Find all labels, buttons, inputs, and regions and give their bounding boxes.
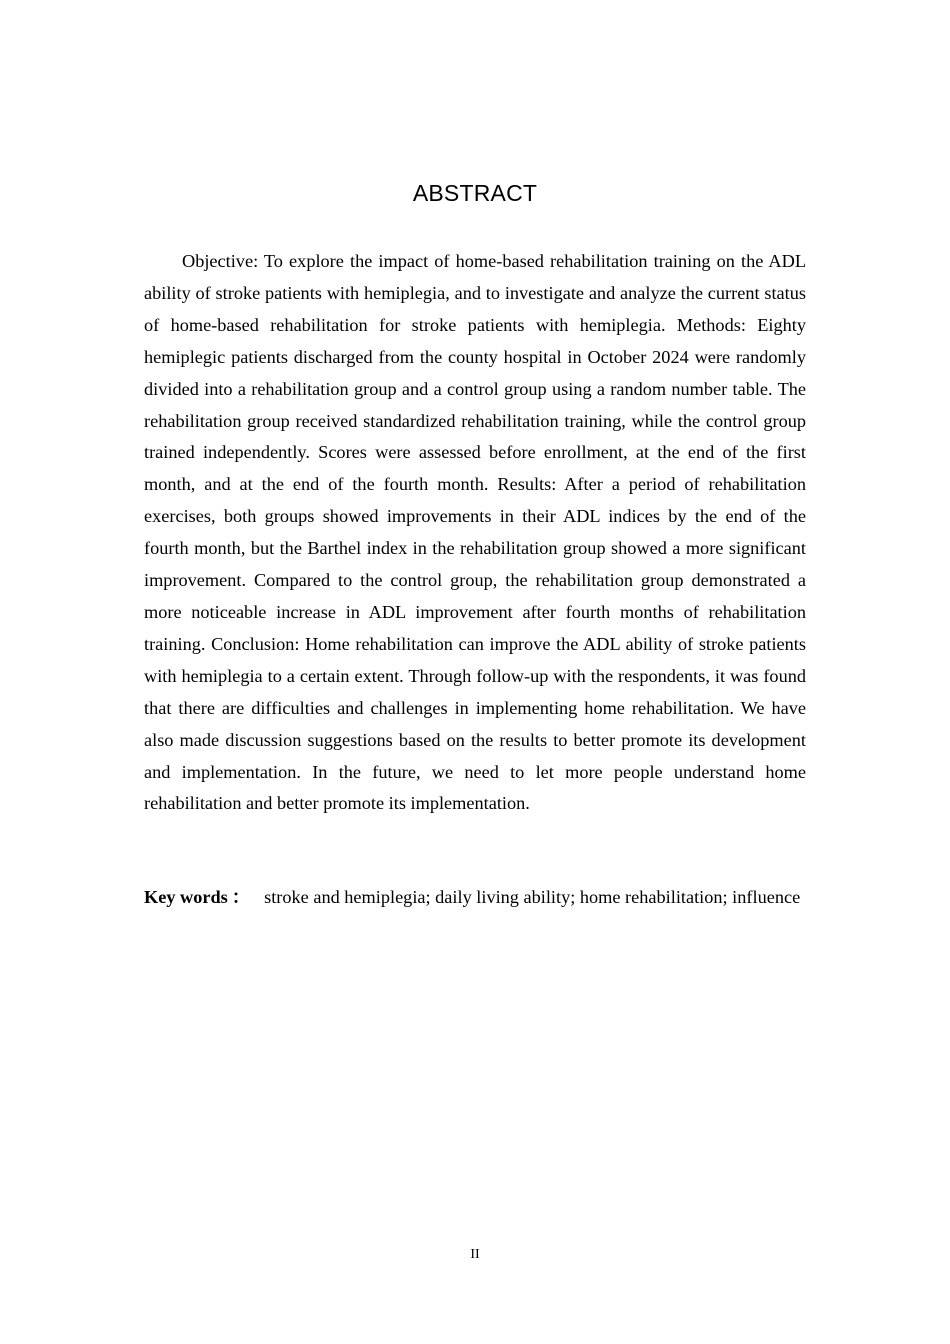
keywords-separator: ：: [231, 887, 251, 907]
abstract-title: ABSTRACT: [412, 180, 538, 206]
keywords-label: Key words: [144, 887, 228, 907]
page-number: II: [470, 1247, 480, 1262]
keywords-line: [144, 882, 806, 914]
keywords-text: stroke and hemiplegia; daily living ability; home rehabilitation; influence: [264, 887, 801, 907]
abstract-paragraph: Objective: To explore the impact of home-based rehabilitation training on the ADL ability of stroke patients with hemiplegia, and to investigate and analyze the current status of home-based rehabilitation for stroke patients with hemiplegia. Methods: Eighty hemiplegic patients discharged from the county hospital in October 2024 were randomly divided into a rehabilitation group and a control group using a random number table. The rehabilitation group received standardized rehabilitation training, while the control group trained independently. Scores were assessed before enrollment, at the end of the first month, and at the end of the fourth month. Results: After a period of rehabilitation exercises, both groups showed improvements in their ADL indices by the end of the fourth month, but the Barthel index in the rehabilitation group showed a more significant improvement. Compared to the control group, the rehabilitation group demonstrated a more noticeable increase in ADL improvement after fourth months of rehabilitation training. Conclusion: Home rehabilitation can improve the ADL ability of stroke patients with hemiplegia to a certain extent. Through follow-up with the respondents, it was found that there are difficulties and challenges in implementing home rehabilitation. We have also made discussion suggestions based on the results to better promote its development and implementation. In the future, we need to let more people understand home rehabilitation and better promote its implementation.: [144, 251, 806, 814]
